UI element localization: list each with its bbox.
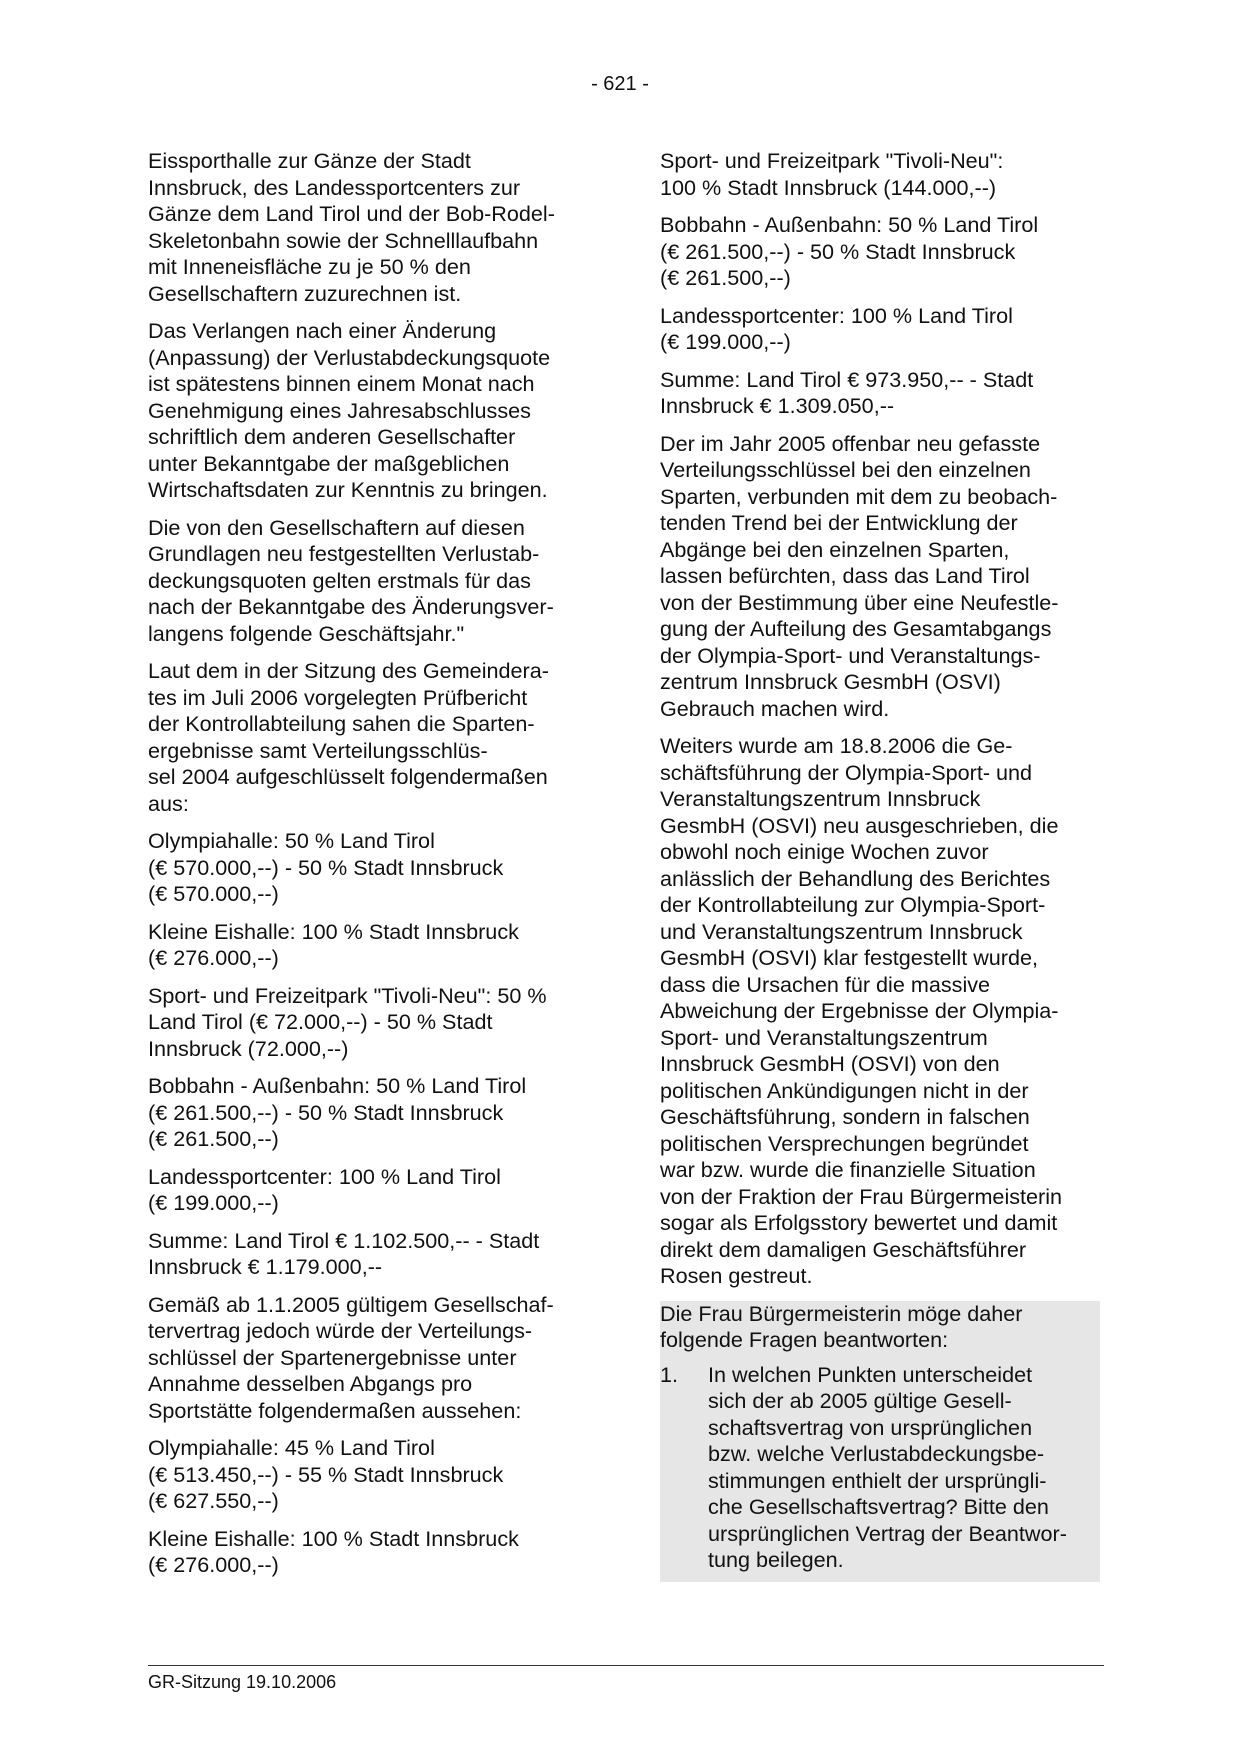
- text-line: zentrum Innsbruck GesmbH (OSVI): [660, 669, 1001, 694]
- text-line: Genehmigung eines Jahresabschlusses: [148, 397, 531, 423]
- text-line: (€ 261.500,--) - 50 % Stadt Innsbruck: [148, 1099, 504, 1125]
- text-line: lassen befürchten, dass das Land Tirol: [660, 563, 1030, 588]
- text-line: Die Frau Bürgermeisterin möge daher: [660, 1300, 1023, 1326]
- allocation-entry: [660, 148, 1100, 201]
- text-line: Veranstaltungszentrum Innsbruck: [660, 786, 981, 811]
- question-intro: [660, 1301, 1100, 1362]
- text-line: direkt dem damaligen Geschäftsführer: [660, 1236, 1027, 1262]
- text-line: bzw. welche Verlustabdeckungsbe-: [708, 1441, 1045, 1466]
- text-line: folgende Fragen beantworten:: [660, 1327, 949, 1352]
- allocation-entry: [148, 1526, 590, 1579]
- text-line: der Kontrollabteilung zur Olympia-Sport-: [660, 892, 1046, 917]
- right-column: [660, 148, 1100, 1582]
- text-line: GesmbH (OSVI) neu ausgeschrieben, die: [660, 812, 1059, 838]
- text-line: che Gesellschaftsvertrag? Bitte den: [708, 1494, 1049, 1519]
- text-line: Sport- und Freizeitpark "Tivoli-Neu":: [660, 148, 1004, 173]
- text-line: Innsbruck € 1.309.050,--: [660, 393, 895, 418]
- text-line: deckungsquoten gelten erstmals für das: [148, 567, 531, 593]
- text-line: Bobbahn - Außenbahn: 50 % Land Tirol: [660, 212, 1039, 237]
- text-line: (€ 513.450,--) - 55 % Stadt Innsbruck: [148, 1461, 504, 1487]
- text-line: (€ 199.000,--): [660, 329, 791, 354]
- text-line: (€ 261.500,--): [660, 265, 791, 290]
- text-line: und Veranstaltungszentrum Innsbruck: [660, 918, 1023, 944]
- text-line: Olympiahalle: 45 % Land Tirol: [148, 1435, 435, 1460]
- question-text: [708, 1362, 1100, 1574]
- footer-text: GR-Sitzung 19.10.2006: [148, 1672, 337, 1692]
- text-line: 100 % Stadt Innsbruck (144.000,--): [660, 174, 997, 200]
- text-line: Summe: Land Tirol € 973.950,-- - Stadt: [660, 366, 1034, 392]
- text-line: sich der ab 2005 gültige Gesell-: [708, 1388, 1012, 1413]
- text-line: schaftsvertrag von ursprünglichen: [708, 1414, 1033, 1440]
- text-line: schäftsführung der Olympia-Sport- und: [660, 759, 1033, 785]
- text-line: langens folgende Geschäftsjahr.": [148, 620, 465, 646]
- text-line: Eissporthalle zur Gänze der Stadt: [148, 148, 471, 173]
- text-line: Innsbruck (72.000,--): [148, 1035, 349, 1061]
- paragraph: [148, 1292, 590, 1425]
- text-line: ist spätestens binnen einem Monat nach: [148, 371, 535, 396]
- text-line: Innsbruck, des Landessportcenters zur: [148, 174, 521, 200]
- text-line: war bzw. wurde die finanzielle Situation: [660, 1157, 1036, 1182]
- text-line: ursprünglichen Vertrag der Beantwor-: [708, 1520, 1067, 1546]
- text-line: Innsbruck GesmbH (OSVI) von den: [660, 1051, 1000, 1076]
- text-line: von der Fraktion der Frau Bürgermeisterin: [660, 1183, 1063, 1209]
- text-line: Der im Jahr 2005 offenbar neu gefasste: [660, 430, 1041, 456]
- text-line: Olympiahalle: 50 % Land Tirol: [148, 828, 435, 853]
- text-line: In welchen Punkten unterscheidet: [708, 1361, 1033, 1387]
- text-line: Landessportcenter: 100 % Land Tirol: [660, 302, 1013, 328]
- text-line: (€ 261.500,--) - 50 % Stadt Innsbruck: [660, 238, 1016, 264]
- text-line: dass die Ursachen für die massive: [660, 971, 991, 997]
- text-line: Sport- und Veranstaltungszentrum: [660, 1024, 988, 1050]
- text-line: Gänze dem Land Tirol und der Bob-Rodel-: [148, 201, 555, 226]
- text-line: Sportstätte folgendermaßen aussehen:: [148, 1397, 522, 1423]
- text-line: Weiters wurde am 18.8.2006 die Ge-: [660, 733, 1013, 758]
- left-column: [148, 148, 590, 1590]
- paragraph: [148, 515, 590, 648]
- allocation-entry: [148, 919, 590, 972]
- text-line: Kleine Eishalle: 100 % Stadt Innsbruck: [148, 1525, 519, 1551]
- allocation-entry: [148, 983, 590, 1063]
- text-line: Abgänge bei den einzelnen Sparten,: [660, 536, 1010, 562]
- text-line: (Anpassung) der Verlustabdeckungsquote: [148, 344, 551, 370]
- text-line: (€ 570.000,--) - 50 % Stadt Innsbruck: [148, 854, 504, 880]
- text-line: anlässlich der Behandlung des Berichtes: [660, 865, 1051, 891]
- text-line: Skeletonbahn sowie der Schnelllaufbahn: [148, 227, 539, 253]
- text-line: tervertrag jedoch würde der Verteilungs-: [148, 1318, 533, 1343]
- question-item: [660, 1362, 1100, 1579]
- text-line: gung der Aufteilung des Gesamtabgangs: [660, 616, 1052, 641]
- text-line: von der Bestimmung über eine Neufestle-: [660, 589, 1059, 615]
- text-line: Innsbruck € 1.179.000,--: [148, 1254, 383, 1279]
- text-line: Grundlagen neu festgestellten Verlustab-: [148, 541, 540, 566]
- text-line: schriftlich dem anderen Gesellschafter: [148, 424, 516, 449]
- question-number: 1.: [660, 1361, 679, 1387]
- allocation-entry: [660, 212, 1100, 292]
- text-line: Gesellschaftern zuzurechnen ist.: [148, 280, 462, 306]
- allocation-sum: [660, 367, 1100, 420]
- text-line: Geschäftsführung, sondern in falschen: [660, 1104, 1030, 1129]
- text-line: tung beilegen.: [708, 1547, 844, 1572]
- text-line: Sparten, verbunden mit dem zu beobach-: [660, 483, 1058, 509]
- text-line: politischen Versprechungen begründet: [660, 1130, 1029, 1156]
- text-line: der Olympia-Sport- und Veranstaltungs-: [660, 642, 1041, 668]
- text-line: Das Verlangen nach einer Änderung: [148, 318, 497, 343]
- text-line: Laut dem in der Sitzung des Gemeindera-: [148, 658, 549, 683]
- text-line: obwohl noch einige Wochen zuvor: [660, 839, 989, 864]
- text-line: tes im Juli 2006 vorgelegten Prüfbericht: [148, 684, 528, 710]
- text-line: Sport- und Freizeitpark "Tivoli-Neu": 50 %: [148, 982, 547, 1008]
- text-line: mit Inneneisfläche zu je 50 % den: [148, 254, 471, 279]
- allocation-entry: [148, 1073, 590, 1153]
- text-line: ergebnisse samt Verteilungsschlüs-: [148, 737, 488, 763]
- allocation-sum: [148, 1228, 590, 1281]
- paragraph: [660, 733, 1100, 1290]
- allocation-entry: [660, 303, 1100, 356]
- text-line: Annahme desselben Abgangs pro: [148, 1371, 473, 1396]
- text-line: Verteilungsschlüssel bei den einzelnen: [660, 457, 1031, 482]
- text-line: Bobbahn - Außenbahn: 50 % Land Tirol: [148, 1073, 527, 1098]
- paragraph: [148, 318, 590, 504]
- text-line: unter Bekanntgabe der maßgeblichen: [148, 450, 510, 476]
- allocation-entry: [148, 828, 590, 908]
- text-line: nach der Bekanntgabe des Änderungsver-: [148, 594, 554, 619]
- text-line: aus:: [148, 790, 189, 816]
- allocation-entry: [148, 1164, 590, 1217]
- text-line: (€ 570.000,--): [148, 881, 279, 906]
- text-line: (€ 261.500,--): [148, 1126, 279, 1151]
- text-line: Landessportcenter: 100 % Land Tirol: [148, 1163, 501, 1189]
- text-line: Land Tirol (€ 72.000,--) - 50 % Stadt: [148, 1009, 493, 1034]
- text-line: Rosen gestreut.: [660, 1263, 813, 1288]
- text-line: tenden Trend bei der Entwicklung der: [660, 510, 1018, 535]
- paragraph: [148, 658, 590, 817]
- text-line: (€ 199.000,--): [148, 1190, 279, 1215]
- paragraph: [660, 431, 1100, 723]
- text-line: der Kontrollabteilung sahen die Sparten-: [148, 711, 535, 736]
- paragraph: [148, 148, 590, 307]
- text-line: Die von den Gesellschaftern auf diesen: [148, 514, 525, 540]
- text-line: (€ 276.000,--): [148, 1552, 279, 1577]
- text-line: sogar als Erfolgsstory bewertet und damit: [660, 1210, 1058, 1235]
- text-line: schlüssel der Spartenergebnisse unter: [148, 1344, 517, 1370]
- text-line: Gebrauch machen wird.: [660, 695, 890, 721]
- text-line: stimmungen enthielt der ursprüngli-: [708, 1467, 1047, 1493]
- text-line: Summe: Land Tirol € 1.102.500,-- - Stadt: [148, 1227, 540, 1253]
- text-line: politischen Ankündigungen nicht in der: [660, 1077, 1029, 1103]
- text-line: (€ 627.550,--): [148, 1488, 279, 1513]
- page-number: - 621 -: [591, 73, 649, 95]
- text-line: GesmbH (OSVI) klar festgestellt wurde,: [660, 945, 1039, 970]
- text-line: Wirtschaftsdaten zur Kenntnis zu bringen.: [148, 477, 548, 502]
- text-line: Kleine Eishalle: 100 % Stadt Innsbruck: [148, 918, 519, 944]
- text-line: (€ 276.000,--): [148, 945, 279, 970]
- question-box: [660, 1301, 1100, 1582]
- footer-divider: [148, 1665, 1104, 1666]
- text-line: Abweichung der Ergebnisse der Olympia-: [660, 998, 1059, 1023]
- allocation-entry: [148, 1435, 590, 1515]
- text-line: sel 2004 aufgeschlüsselt folgendermaßen: [148, 764, 548, 789]
- text-line: Gemäß ab 1.1.2005 gültigem Gesellschaf-: [148, 1291, 554, 1317]
